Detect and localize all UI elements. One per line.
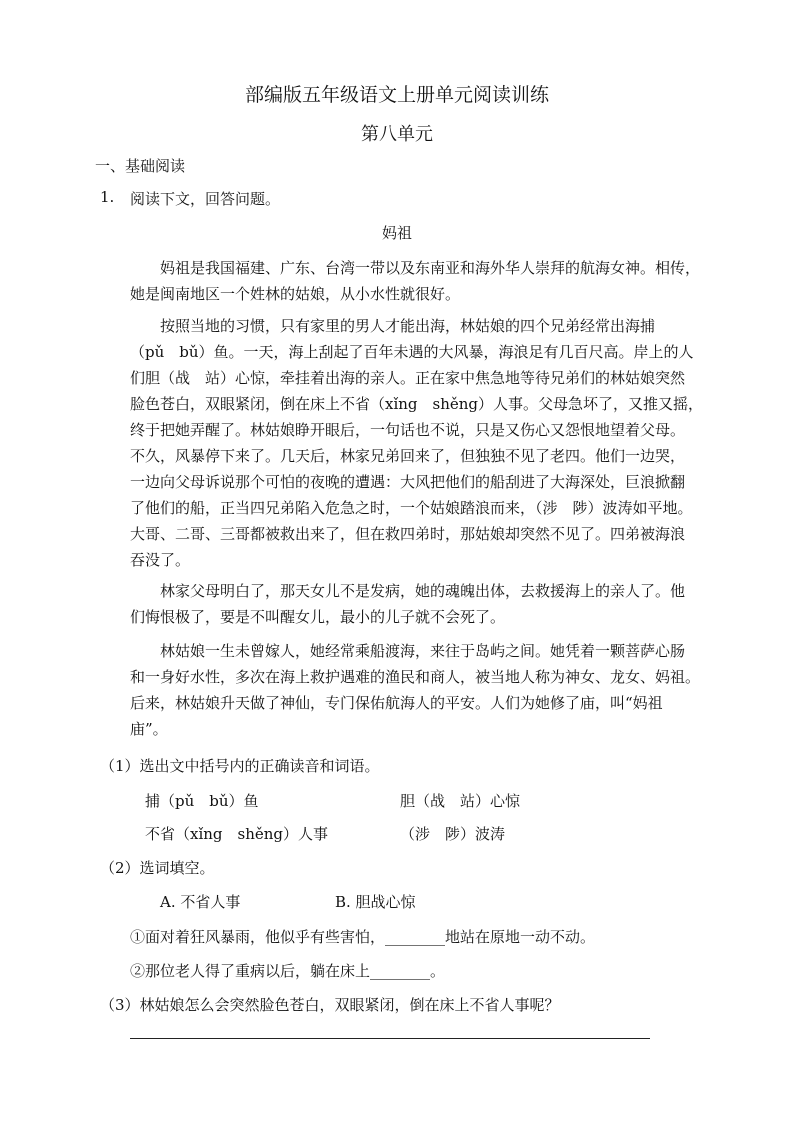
passage-line: 了他们的船，正当四兄弟陷入危急之时，一个姑娘踏浪而来，（涉 陟）波涛如平地。 [130,499,693,517]
section-heading: 一、基础阅读 [95,157,186,175]
answer-line[interactable] [130,1038,650,1039]
passage-line: 她是闽南地区一个姓林的姑娘，从小水性就很好。 [130,285,461,303]
q2-sentence-1: ①面对着狂风暴雨，他似乎有些害怕，________地站在原地一动不动。 [130,928,596,946]
passage-paragraph-1 [130,255,700,307]
passage-line: （pǔ bǔ）鱼。一天，海上刮起了百年未遇的大风暴，海浪足有几百尺高。岸上的人 [130,343,694,361]
subquestion-3-label: （3）林姑娘怎么会突然脸色苍白，双眼紧闭，倒在床上不省人事呢？ [100,996,560,1014]
passage-line: 一边向父母诉说那个可怕的夜晚的遭遇：大风把他们的船刮进了大海深处，巨浪掀翻 [130,473,686,491]
passage-line: 脸色苍白，双眼紧闭，倒在床上不省（xǐng shěng）人事。父母急坏了，又推又摇， [130,395,704,413]
q2-option-b: B. 胆战心惊 [335,893,416,911]
subquestion-2-label: （2）选词填空。 [100,859,215,877]
passage-paragraph-2 [130,313,704,573]
q1-item: （涉 陟）波涛 [400,825,506,843]
passage-line: 们悔恨极了，要是不叫醒女儿，最小的儿子就不会死了。 [130,608,506,626]
q2-sentence-2: ②那位老人得了重病以后，躺在床上________。 [130,962,446,980]
passage-line: 不久，风暴停下来了。几天后，林家兄弟回来了，但独独不见了老四。他们一边哭， [130,447,686,465]
passage-line: 林家父母明白了，那天女儿不是发病，她的魂魄出体，去救援海上的亲人了。他 [160,582,686,600]
passage-line: 后来，林姑娘升天做了神仙，专门保佑航海人的平安。人们为她修了庙，叫“妈祖 [130,694,663,712]
passage-line: 大哥、二哥、三哥都被救出来了，但在救四弟时，那姑娘却突然不见了。四弟被海浪 [130,525,686,543]
passage-title: 妈祖 [381,224,412,242]
passage-line: 们胆（战 站）心惊，牵挂着出海的亲人。正在家中焦急地等待兄弟们的林姑娘突然 [130,369,686,387]
passage-line: 庙”。 [130,720,168,738]
subquestion-1-label: （1）选出文中括号内的正确读音和词语。 [100,757,380,775]
q2-option-a: A. 不省人事 [160,893,241,911]
q1-item: 捕（pǔ bǔ）鱼 [145,792,259,810]
question-number: 1. [100,188,115,206]
page-title: 部编版五年级语文上册单元阅读训练 [244,84,549,106]
passage-paragraph-4 [130,638,700,742]
unit-title: 第八单元 [361,124,433,145]
q1-item: 不省（xǐng shěng）人事 [145,825,329,843]
passage-line: 妈祖是我国福建、广东、台湾一带以及东南亚和海外华人崇拜的航海女神。相传， [160,259,701,277]
q1-item: 胆（战 站）心惊 [400,792,521,810]
passage-line: 终于把她弄醒了。林姑娘睁开眼后，一句话也不说，只是又伤心又怨恨地望着父母。 [130,421,686,439]
question-prompt: 阅读下文，回答问题。 [130,190,281,208]
passage-line: 林姑娘一生未曾嫁人，她经常乘船渡海，来往于岛屿之间。她凭着一颗菩萨心肠 [160,642,686,660]
passage-line: 和一身好水性，多次在海上救护遇难的渔民和商人，被当地人称为神女、龙女、妈祖。 [130,668,701,686]
passage-paragraph-3 [130,578,700,630]
passage-line: 按照当地的习惯，只有家里的男人才能出海，林姑娘的四个兄弟经常出海捕 [160,317,656,335]
passage-line: 吞没了。 [130,551,191,569]
